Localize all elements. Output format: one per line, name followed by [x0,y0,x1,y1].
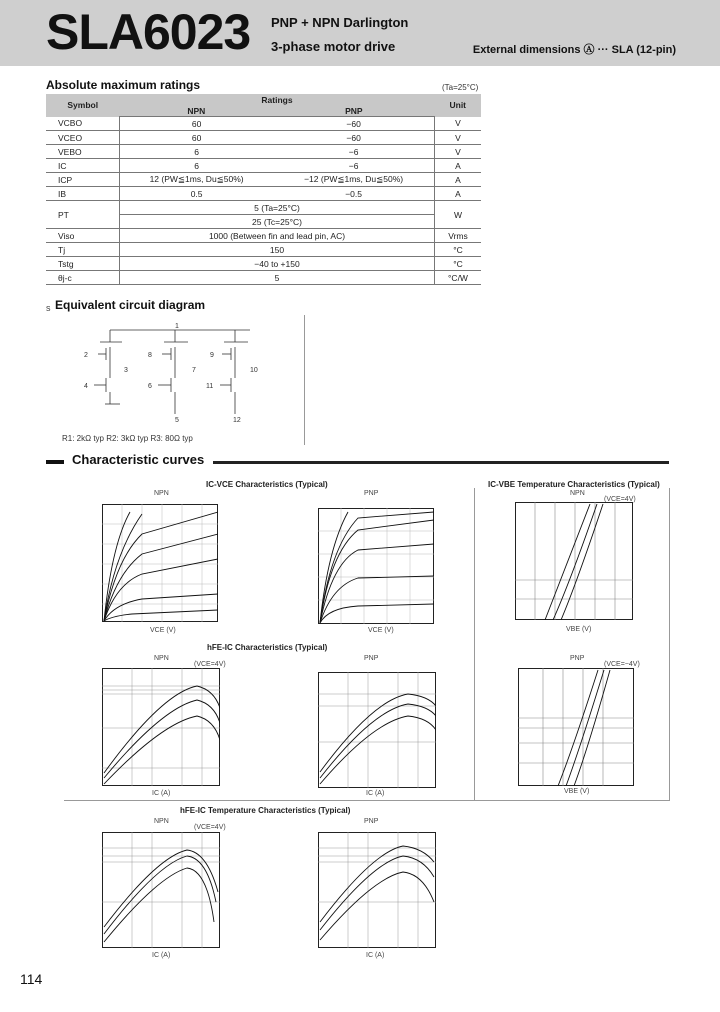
cell-symbol: θj-c [46,271,120,285]
g2-npn: NPN [570,490,585,497]
cell-pnp: −12 (PW≦1ms, Du≦50%) [273,173,434,187]
table-row [46,117,481,131]
ic-vbe-npn-plot [515,502,633,620]
table-row [46,201,481,215]
pin-label: 10 [250,367,258,374]
cell-symbol: VCBO [46,117,120,131]
g1-xlabel: VCE (V) [150,627,176,634]
device-type: PNP + NPN Darlington [271,15,409,30]
table-row [46,131,481,145]
cell-unit: A [435,159,482,173]
cell-symbol: VCEO [46,131,120,145]
cell-symbol: Tj [46,243,120,257]
cell-npn: 6 [120,159,274,173]
ecd-prefix: s [46,303,51,313]
table-row [46,173,481,187]
cell-unit: A [435,187,482,201]
page-number: 114 [20,971,43,987]
ic-vce-pnp-plot [318,508,434,624]
cell-npn: 60 [120,117,274,131]
cell-value: 150 [120,243,435,257]
header-pnp: PNP [273,105,434,117]
section-rule [213,461,669,464]
cell-unit: Vrms [435,229,482,243]
ic-vce-npn-plot [102,504,218,622]
pin-label: 1 [175,323,179,330]
cell-value: 1000 (Between fin and lead pin, AC) [120,229,435,243]
table-row [46,159,481,173]
g4-xlabel: VBE (V) [564,788,590,795]
g5-pnp: PNP [364,818,379,825]
cell-pnp: −6 [273,145,434,159]
table-row [46,243,481,257]
g5-cond: (VCE=4V) [194,824,226,831]
header-ratings: Ratings [120,94,435,105]
cell-pnp: −60 [273,131,434,145]
g4-cond: (VCE=−4V) [604,661,640,668]
divider [304,315,305,445]
header-npn: NPN [120,105,274,117]
pin-label: 7 [192,367,196,374]
ic-vbe-pnp-plot [518,668,634,786]
g1-title: IC-VCE Characteristics (Typical) [206,480,328,489]
rule-right-box [474,488,475,800]
table-row [46,229,481,243]
pin-label: 4 [84,383,88,390]
cell-value: −40 to +150 [120,257,435,271]
cell-value: 5 (Ta=25°C) [120,201,435,215]
absolute-max-ratings-table [46,94,481,285]
table-row [46,187,481,201]
cell-npn: 6 [120,145,274,159]
cell-unit: A [435,173,482,187]
g2-title: IC-VBE Temperature Characteristics (Typical) [488,480,660,489]
pin-label: 3 [124,367,128,374]
g5-xlabel-pnp: IC (A) [366,952,385,959]
section-bar [46,460,64,464]
cell-symbol: IB [46,187,120,201]
rule-bottom [64,800,474,801]
pin-label: 6 [148,383,152,390]
cell-value: 25 (Tc=25°C) [120,215,435,229]
g3-xlabel-pnp: IC (A) [366,790,385,797]
external-dimensions: External dimensions Ⓐ ··· SLA (12-pin) [472,44,676,56]
g3-npn: NPN [154,655,169,662]
amr-condition: (Ta=25°C) [442,83,479,92]
cc-title: Characteristic curves [72,452,205,467]
hfe-ic-temp-npn-plot [102,832,220,948]
equivalent-circuit-diagram [80,322,270,428]
cell-symbol: PT [46,201,120,229]
pin-label: 11 [206,383,214,390]
hfe-ic-temp-pnp-plot [318,832,436,948]
cell-unit: V [435,145,482,159]
pin-label: 12 [233,417,241,424]
g4-pnp: PNP [570,655,585,662]
header-unit: Unit [435,94,482,117]
cell-unit: V [435,131,482,145]
g2-cond: (VCE=4V) [604,496,636,503]
cell-symbol: ICP [46,173,120,187]
cell-pnp: −6 [273,159,434,173]
g5-npn: NPN [154,818,169,825]
amr-title: Absolute maximum ratings [46,78,201,92]
cell-pnp: −0.5 [273,187,434,201]
cell-unit: °C/W [435,271,482,285]
pin-label: 2 [84,352,88,359]
cell-unit: V [435,117,482,131]
g3-pnp: PNP [364,655,379,662]
cell-unit: °C [435,243,482,257]
cell-unit: °C [435,257,482,271]
resistor-values: R1: 2kΩ typ R2: 3kΩ typ R3: 80Ω typ [62,434,193,443]
header-symbol: Symbol [46,94,120,117]
g1-xlabel-pnp: VCE (V) [368,627,394,634]
rule-right-box-bottom [474,800,670,801]
rule-right-box-edge [669,488,670,800]
cell-npn: 60 [120,131,274,145]
table-row [46,145,481,159]
g5-title: hFE-IC Temperature Characteristics (Typical) [180,806,351,815]
hfe-ic-npn-plot [102,668,220,786]
g3-xlabel: IC (A) [152,790,171,797]
g2-xlabel: VBE (V) [566,626,592,633]
g5-xlabel: IC (A) [152,952,171,959]
hfe-ic-pnp-plot [318,672,436,788]
cell-symbol: Tstg [46,257,120,271]
g3-title: hFE-IC Characteristics (Typical) [207,643,328,652]
g1-npn: NPN [154,490,169,497]
cell-npn: 12 (PW≦1ms, Du≦50%) [120,173,274,187]
cell-symbol: VEBO [46,145,120,159]
cell-symbol: Viso [46,229,120,243]
g1-pnp: PNP [364,490,379,497]
cell-value: 5 [120,271,435,285]
pin-label: 9 [210,352,214,359]
table-row [46,271,481,285]
ecd-title: Equivalent circuit diagram [55,298,206,312]
cell-symbol: IC [46,159,120,173]
application: 3-phase motor drive [271,39,396,54]
cell-unit: W [435,201,482,229]
g3-cond: (VCE=4V) [194,661,226,668]
pin-label: 5 [175,417,179,424]
pin-label: 8 [148,352,152,359]
cell-npn: 0.5 [120,187,274,201]
table-row [46,257,481,271]
cell-pnp: −60 [273,117,434,131]
model-number: SLA6023 [46,4,251,60]
